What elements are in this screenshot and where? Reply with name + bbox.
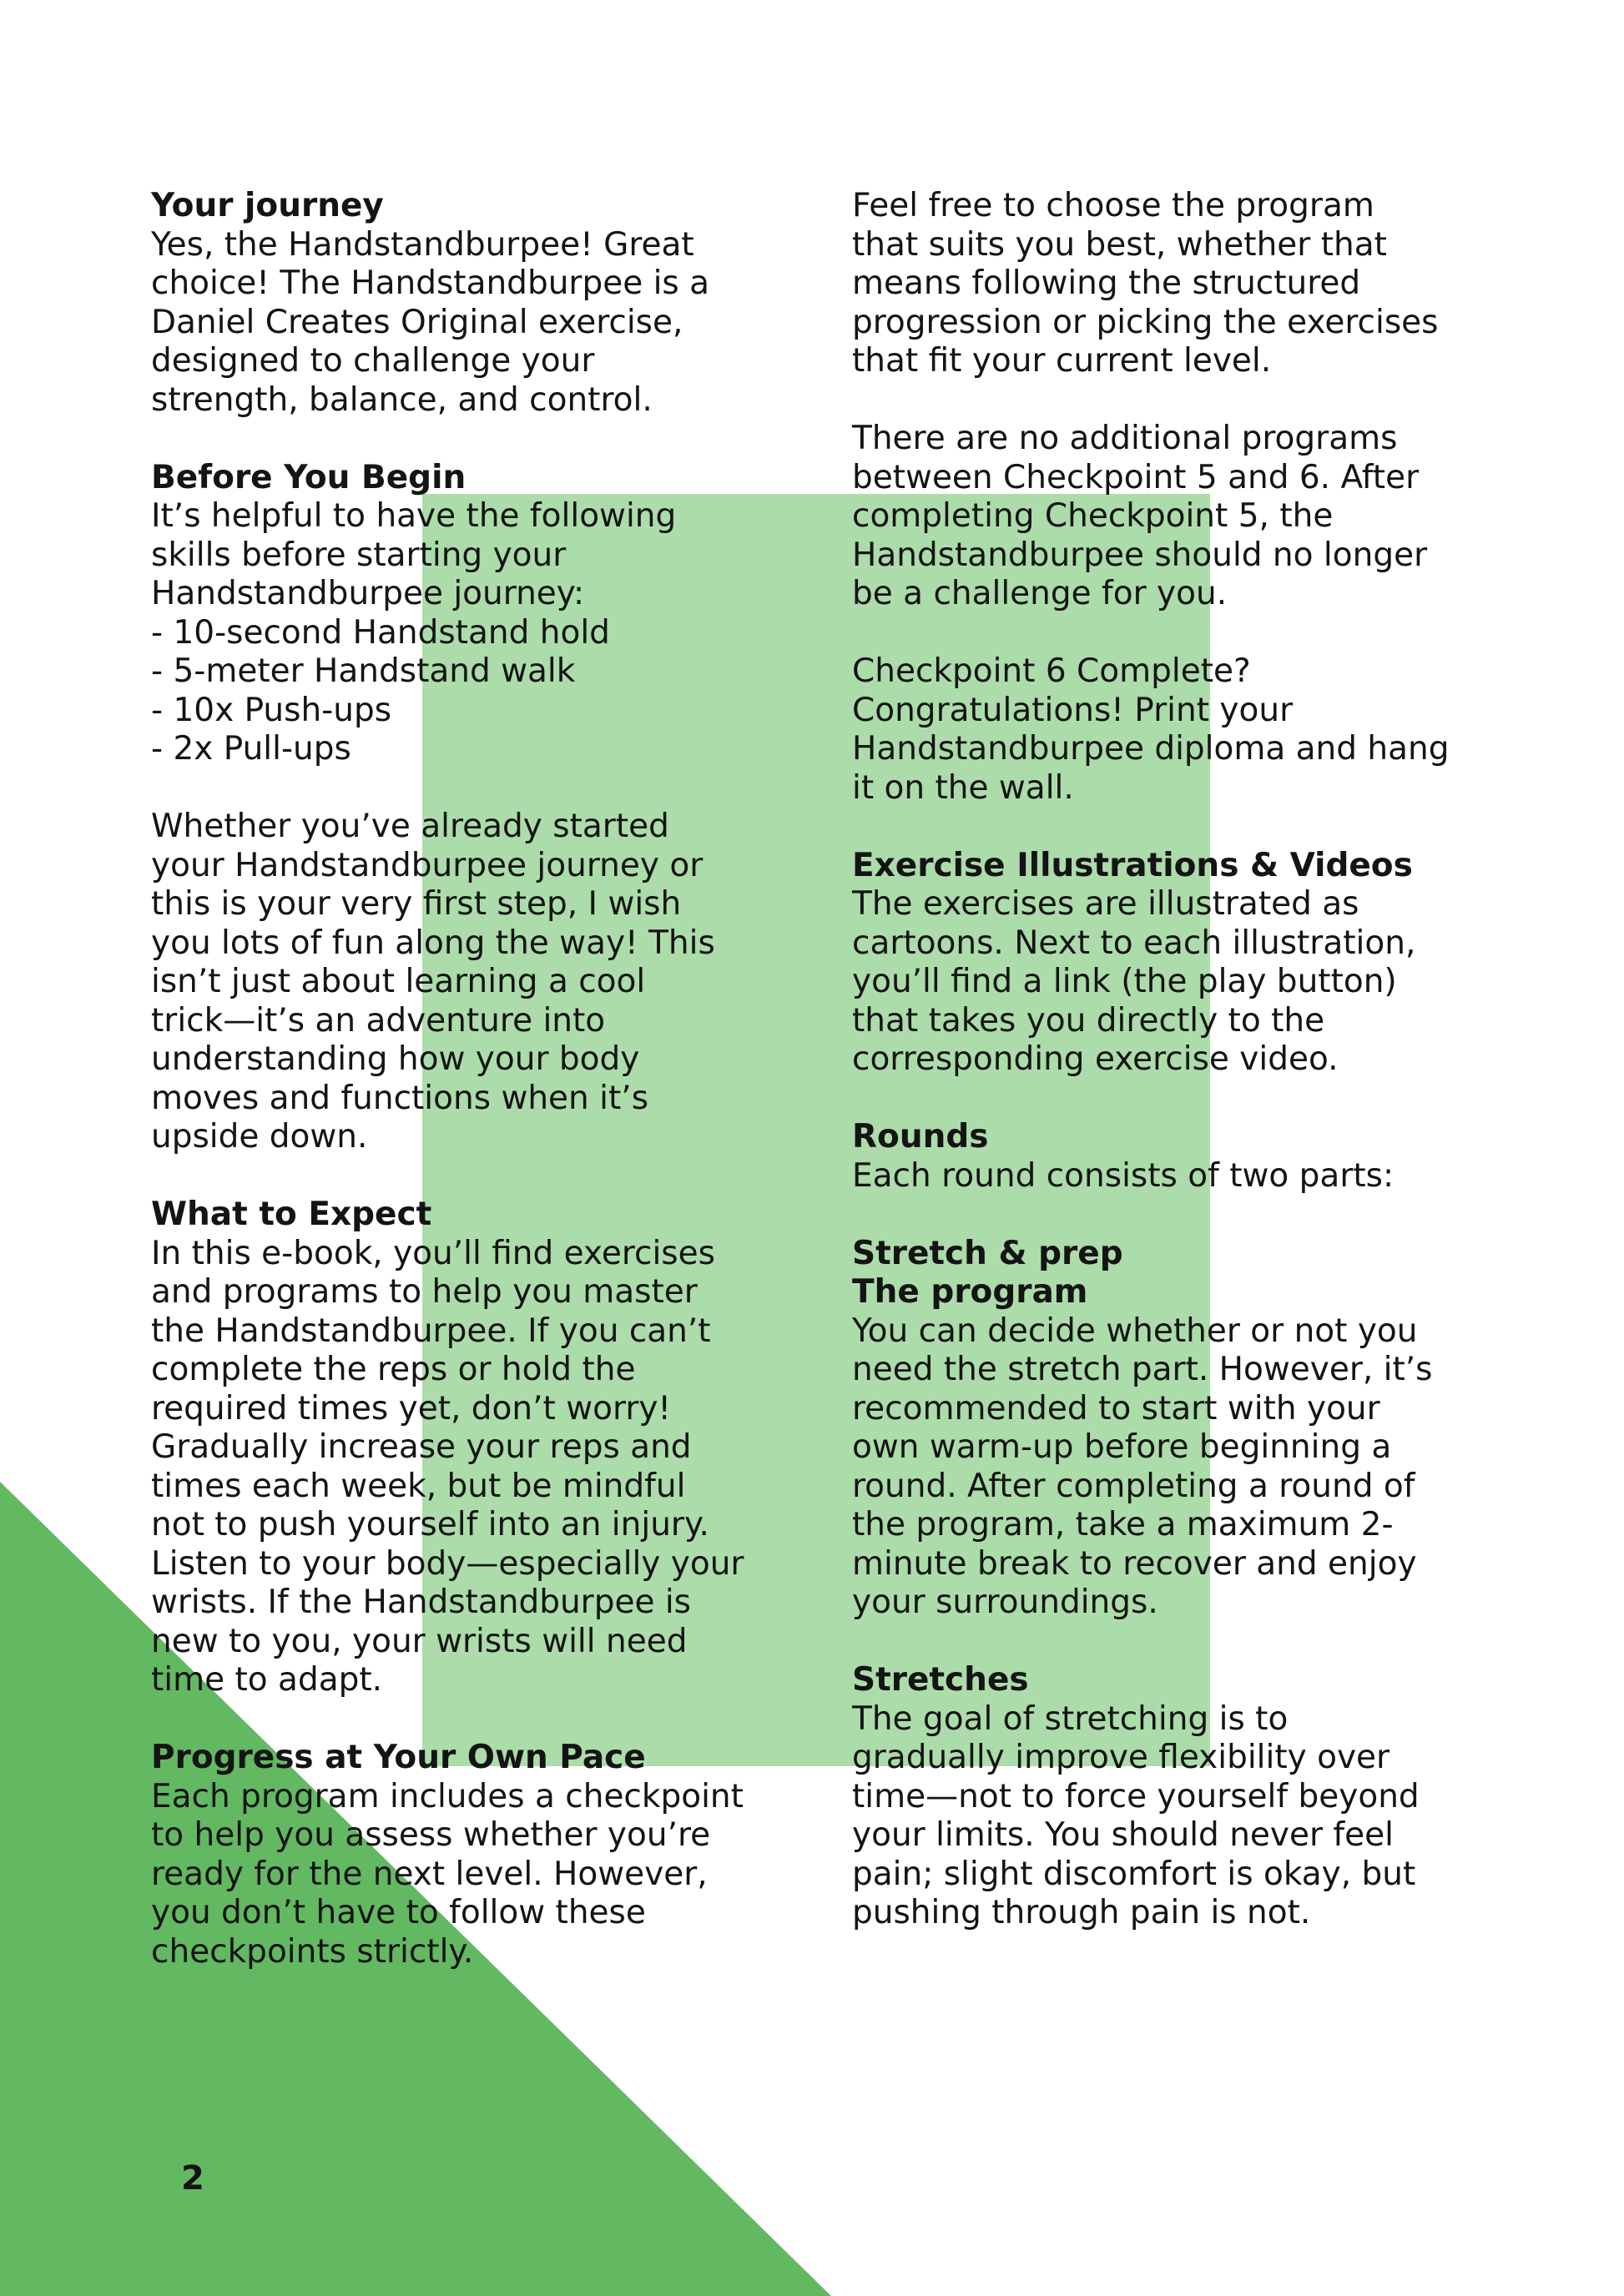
text-line: strength, balance, and control. bbox=[151, 380, 653, 419]
text-line: round. After completing a round of bbox=[852, 1467, 1415, 1505]
text-line: Gradually increase your reps and bbox=[151, 1428, 692, 1466]
right-column bbox=[852, 187, 1536, 1971]
text-line: - 2x Pull-ups bbox=[151, 730, 351, 768]
text-line: between Checkpoint 5 and 6. After bbox=[852, 458, 1420, 496]
text-line: you’ll find a link (the play button) bbox=[852, 963, 1397, 1000]
text-line: In this e-book, you’ll find exercises bbox=[151, 1234, 715, 1272]
section-heading: Progress at Your Own Pace bbox=[151, 1739, 646, 1776]
section-heading: Before You Begin bbox=[151, 458, 467, 496]
section-paragraph bbox=[151, 497, 802, 769]
text-line: times each week, but be mindful bbox=[151, 1467, 686, 1505]
text-line: designed to challenge your bbox=[151, 342, 595, 380]
text-line: Handstandburpee diploma and hang bbox=[852, 730, 1450, 768]
text-line: to help you assess whether you’re bbox=[151, 1816, 711, 1854]
section-heading: Stretch & prep bbox=[852, 1234, 1123, 1272]
section-paragraph bbox=[151, 1778, 802, 1972]
text-line: your limits. You should never feel bbox=[852, 1816, 1394, 1854]
text-line: upside down. bbox=[151, 1118, 368, 1156]
section-paragraph bbox=[852, 652, 1536, 808]
text-section bbox=[151, 1739, 802, 1971]
text-section bbox=[151, 187, 802, 420]
text-line: Feel free to choose the program bbox=[852, 187, 1374, 224]
text-line: Whether you’ve already started bbox=[151, 808, 669, 845]
page-number: 2 bbox=[181, 2159, 204, 2198]
text-line: Listen to your body—especially your bbox=[151, 1544, 744, 1583]
section-paragraph bbox=[151, 808, 802, 1157]
section-heading: Exercise Illustrations & Videos bbox=[852, 846, 1413, 884]
text-line: Handstandburpee should no longer bbox=[852, 536, 1428, 574]
text-line: - 10x Push-ups bbox=[151, 691, 392, 729]
section-paragraph bbox=[852, 1312, 1536, 1623]
text-line: your Handstandburpee journey or bbox=[151, 846, 704, 884]
text-line: - 5-meter Handstand walk bbox=[151, 652, 576, 690]
section-paragraph bbox=[852, 885, 1536, 1080]
text-section bbox=[852, 187, 1536, 381]
text-line: new to you, your wrists will need bbox=[151, 1622, 688, 1660]
text-line: required times yet, don’t worry! bbox=[151, 1389, 672, 1427]
text-section bbox=[151, 808, 802, 1157]
text-line: minute break to recover and enjoy bbox=[852, 1544, 1417, 1583]
text-line: time—not to force yourself beyond bbox=[852, 1777, 1420, 1815]
text-line: own warm-up before beginning a bbox=[852, 1428, 1392, 1466]
text-line: pushing through pain is not. bbox=[852, 1894, 1311, 1931]
text-line: checkpoints strictly. bbox=[151, 1932, 474, 1971]
text-line: skills before starting your bbox=[151, 536, 567, 574]
text-line: be a challenge for you. bbox=[852, 575, 1228, 612]
text-section bbox=[852, 1661, 1536, 1933]
section-paragraph bbox=[852, 1700, 1536, 1933]
text-line: the program, take a maximum 2- bbox=[852, 1506, 1394, 1543]
text-line: There are no additional programs bbox=[852, 420, 1398, 457]
text-line: Checkpoint 6 Complete? bbox=[852, 652, 1251, 690]
text-section bbox=[852, 1118, 1536, 1196]
text-line: Each program includes a checkpoint bbox=[151, 1777, 744, 1815]
text-line: understanding how your body bbox=[151, 1040, 640, 1078]
text-line: Handstandburpee journey: bbox=[151, 575, 585, 612]
text-line: The goal of stretching is to bbox=[852, 1699, 1289, 1738]
text-line: you lots of fun along the way! This bbox=[151, 924, 715, 962]
section-paragraph bbox=[852, 187, 1536, 381]
text-line: pain; slight discomfort is okay, but bbox=[852, 1855, 1416, 1893]
text-line: recommended to start with your bbox=[852, 1389, 1380, 1427]
text-line: that takes you directly to the bbox=[852, 1001, 1325, 1040]
text-line: ready for the next level. However, bbox=[151, 1855, 708, 1893]
text-line: not to push yourself into an injury. bbox=[151, 1506, 709, 1543]
text-section bbox=[852, 1235, 1536, 1623]
text-line: wrists. If the Handstandburpee is bbox=[151, 1584, 692, 1621]
text-line: this is your very first step, I wish bbox=[151, 885, 682, 923]
text-section bbox=[852, 420, 1536, 614]
text-section bbox=[852, 847, 1536, 1080]
text-section bbox=[852, 652, 1536, 808]
text-line: you don’t have to follow these bbox=[151, 1894, 646, 1931]
section-paragraph bbox=[852, 420, 1536, 614]
section-heading: What to Expect bbox=[151, 1196, 432, 1233]
text-line: gradually improve flexibility over bbox=[852, 1739, 1390, 1776]
text-line: that suits you best, whether that bbox=[852, 225, 1387, 264]
text-line: that fit your current level. bbox=[852, 342, 1272, 380]
text-line: and programs to help you master bbox=[151, 1273, 698, 1311]
text-line: need the stretch part. However, it’s bbox=[852, 1351, 1433, 1388]
text-line: choice! The Handstandburpee is a bbox=[151, 264, 710, 302]
text-line: completing Checkpoint 5, the bbox=[852, 497, 1334, 535]
text-line: progression or picking the exercises bbox=[852, 303, 1439, 341]
text-line: Yes, the Handstandburpee! Great bbox=[151, 225, 694, 264]
text-line: The exercises are illustrated as bbox=[852, 885, 1359, 923]
text-line: Each round consists of two parts: bbox=[852, 1156, 1395, 1195]
text-line: moves and functions when it’s bbox=[151, 1079, 649, 1117]
text-section bbox=[151, 1196, 802, 1700]
section-heading: Your journey bbox=[151, 187, 384, 224]
text-line: corresponding exercise video. bbox=[852, 1040, 1339, 1078]
text-line: your surroundings. bbox=[852, 1584, 1158, 1621]
text-line: time to adapt. bbox=[151, 1661, 383, 1699]
section-paragraph bbox=[151, 226, 802, 420]
text-line: - 10-second Handstand hold bbox=[151, 613, 610, 652]
section-paragraph bbox=[151, 1235, 802, 1700]
section-heading: The program bbox=[852, 1273, 1088, 1311]
text-line: Congratulations! Print your bbox=[852, 691, 1294, 729]
section-heading: Rounds bbox=[852, 1118, 989, 1156]
text-line: It’s helpful to have the following bbox=[151, 497, 677, 535]
left-column bbox=[151, 187, 802, 2011]
text-line: isn’t just about learning a cool bbox=[151, 963, 646, 1000]
text-line: trick—it’s an adventure into bbox=[151, 1001, 606, 1040]
text-line: it on the wall. bbox=[852, 768, 1074, 807]
text-section bbox=[151, 459, 802, 769]
text-line: the Handstandburpee. If you can’t bbox=[151, 1312, 711, 1350]
text-line: Daniel Creates Original exercise, bbox=[151, 303, 683, 341]
section-heading: Stretches bbox=[852, 1661, 1029, 1699]
text-line: means following the structured bbox=[852, 264, 1361, 302]
section-paragraph bbox=[852, 1157, 1536, 1196]
text-line: You can decide whether or not you bbox=[852, 1312, 1418, 1350]
text-line: cartoons. Next to each illustration, bbox=[852, 924, 1416, 962]
text-line: complete the reps or hold the bbox=[151, 1351, 636, 1388]
